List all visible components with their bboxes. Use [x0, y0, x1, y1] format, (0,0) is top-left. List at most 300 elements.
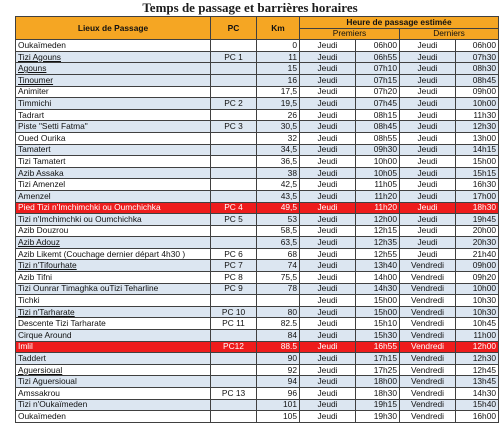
cell-jour-derniers-text: Jeudi — [417, 97, 438, 108]
cell-km — [257, 376, 300, 388]
cell-heure-premiers — [356, 399, 400, 411]
cell-jour-premiers-text: Jeudi — [317, 144, 338, 155]
cell-jour-premiers-text: Jeudi — [317, 410, 338, 421]
cell-lieu — [16, 248, 211, 260]
cell-km — [257, 121, 300, 133]
cell-pc — [211, 40, 257, 52]
cell-jour-derniers-text: Jeudi — [417, 132, 438, 143]
cell-heure-premiers — [356, 341, 400, 353]
cell-km — [257, 74, 300, 86]
cell-jour-premiers-text: Jeudi — [317, 74, 338, 85]
cell-heure-derniers-text: 16h30 — [472, 179, 497, 190]
cell-km-text: 78 — [287, 283, 297, 294]
cell-heure-derniers-text: 13h00 — [472, 132, 497, 143]
cell-jour-derniers — [400, 283, 456, 295]
cell-heure-premiers — [356, 283, 400, 295]
cell-jour-derniers — [400, 156, 456, 168]
cell-jour-derniers — [400, 341, 456, 353]
cell-lieu — [16, 376, 211, 388]
cell-jour-premiers-text: Jeudi — [317, 353, 338, 364]
cell-jour-premiers — [300, 237, 356, 249]
cell-jour-premiers — [300, 283, 356, 295]
cell-km — [257, 341, 300, 353]
cell-km — [257, 179, 300, 191]
cell-heure-derniers — [456, 179, 499, 191]
cell-jour-derniers — [400, 214, 456, 226]
cell-heure-premiers — [356, 225, 400, 237]
cell-km — [257, 109, 300, 121]
cell-km-text: 58,5 — [280, 225, 297, 236]
cell-heure-premiers-text: 19h30 — [373, 410, 397, 421]
cell-heure-derniers — [456, 260, 499, 272]
cell-pc-text: PC 3 — [224, 121, 243, 132]
cell-km-text: 82.5 — [280, 318, 297, 329]
cell-heure-premiers — [356, 364, 400, 376]
cell-heure-derniers — [456, 156, 499, 168]
cell-jour-derniers — [400, 98, 456, 110]
cell-jour-premiers-text: Jeudi — [317, 248, 338, 259]
cell-km-text: 17,5 — [280, 86, 297, 97]
cell-heure-derniers-text: 20h00 — [472, 225, 497, 236]
cell-jour-derniers — [400, 330, 456, 342]
cell-heure-premiers-text: 12h35 — [373, 237, 397, 248]
cell-jour-premiers-text: Jeudi — [317, 51, 338, 62]
cell-heure-premiers-text: 15h00 — [373, 295, 397, 306]
cell-km-text: 80 — [287, 306, 297, 317]
cell-heure-premiers — [356, 132, 400, 144]
cell-heure-premiers-text: 15h00 — [373, 306, 397, 317]
cell-heure-premiers — [356, 237, 400, 249]
cell-jour-derniers-text: Vendredi — [410, 318, 445, 329]
cell-jour-derniers — [400, 40, 456, 52]
cell-jour-premiers — [300, 353, 356, 365]
cell-lieu-text: Azib Douzrou — [18, 225, 69, 236]
cell-lieu — [16, 306, 211, 318]
cell-jour-premiers — [300, 109, 356, 121]
cell-pc — [211, 121, 257, 133]
cell-lieu-text: Azib Likemt (Couchage dernier départ 4h30 ) — [18, 248, 186, 259]
cell-jour-premiers — [300, 202, 356, 214]
cell-pc — [211, 98, 257, 110]
cell-jour-premiers-text: Jeudi — [317, 109, 338, 120]
cell-jour-derniers-text: Vendredi — [410, 353, 445, 364]
cell-jour-premiers-text: Jeudi — [317, 271, 338, 282]
cell-lieu — [16, 179, 211, 191]
cell-km-text: 15 — [287, 63, 297, 74]
cell-pc — [211, 237, 257, 249]
cell-heure-premiers-text: 17h25 — [373, 364, 397, 375]
cell-jour-premiers-text: Jeudi — [317, 155, 338, 166]
cell-lieu-text: Tizi Amenzel — [18, 179, 66, 190]
cell-km-text: 84 — [287, 329, 297, 340]
cell-km — [257, 63, 300, 75]
cell-heure-derniers — [456, 399, 499, 411]
cell-heure-premiers — [356, 144, 400, 156]
cell-pc — [211, 86, 257, 98]
cell-heure-derniers-text: 13h45 — [472, 376, 497, 387]
cell-heure-derniers-text: 08h30 — [472, 63, 497, 74]
cell-jour-premiers-text: Jeudi — [317, 202, 338, 213]
cell-jour-derniers — [400, 74, 456, 86]
cell-lieu-text: Imlil — [18, 341, 33, 352]
cell-km-text: 38 — [287, 167, 297, 178]
cell-jour-derniers — [400, 376, 456, 388]
cell-lieu-text: Tinoumer — [18, 74, 54, 85]
cell-km — [257, 330, 300, 342]
cell-lieu — [16, 121, 211, 133]
cell-jour-premiers — [300, 167, 356, 179]
cell-pc — [211, 341, 257, 353]
table-row — [16, 237, 499, 249]
cell-km-text: 49,5 — [280, 202, 297, 213]
cell-km-text: 101 — [283, 399, 297, 410]
cell-lieu — [16, 109, 211, 121]
cell-jour-premiers-text: Jeudi — [317, 237, 338, 248]
cell-heure-premiers-text: 11h05 — [374, 179, 397, 190]
cell-jour-premiers — [300, 272, 356, 284]
cell-pc — [211, 330, 257, 342]
cell-jour-premiers-text: Jeudi — [317, 190, 338, 201]
cell-jour-premiers-text: Jeudi — [317, 225, 338, 236]
cell-heure-premiers-text: 07h15 — [373, 74, 397, 85]
cell-heure-derniers-text: 10h30 — [472, 295, 497, 306]
cell-heure-derniers-text: 10h00 — [472, 283, 497, 294]
cell-heure-premiers-text: 14h30 — [373, 283, 397, 294]
cell-heure-derniers — [456, 237, 499, 249]
cell-km — [257, 318, 300, 330]
cell-jour-derniers-text: Jeudi — [417, 63, 438, 74]
cell-jour-premiers — [300, 179, 356, 191]
cell-heure-derniers-text: 10h45 — [472, 318, 497, 329]
table-row — [16, 121, 499, 133]
cell-lieu-text: Tamatert — [18, 144, 51, 155]
cell-jour-derniers-text: Jeudi — [417, 225, 438, 236]
cell-heure-derniers-text: 12h30 — [472, 121, 497, 132]
table-row — [16, 144, 499, 156]
cell-lieu — [16, 341, 211, 353]
cell-jour-premiers — [300, 364, 356, 376]
cell-km — [257, 225, 300, 237]
cell-heure-premiers — [356, 121, 400, 133]
table-row — [16, 248, 499, 260]
cell-pc — [211, 260, 257, 272]
cell-jour-premiers — [300, 144, 356, 156]
cell-heure-premiers-text: 11h20 — [374, 190, 397, 201]
cell-heure-derniers — [456, 190, 499, 202]
cell-km-text: 96 — [287, 387, 297, 398]
cell-jour-derniers-text: Vendredi — [410, 329, 445, 340]
cell-km — [257, 399, 300, 411]
cell-km-text: 53 — [287, 213, 297, 224]
cell-heure-derniers — [456, 121, 499, 133]
cell-heure-derniers — [456, 51, 499, 63]
cell-km-text: 68 — [287, 248, 297, 259]
cell-heure-derniers — [456, 330, 499, 342]
cell-lieu-text: Oued Ourika — [18, 132, 66, 143]
cell-jour-derniers — [400, 318, 456, 330]
cell-heure-premiers — [356, 156, 400, 168]
cell-jour-derniers-text: Vendredi — [410, 271, 445, 282]
cell-jour-derniers-text: Vendredi — [410, 364, 445, 375]
table-row — [16, 167, 499, 179]
cell-heure-premiers — [356, 376, 400, 388]
table-row — [16, 364, 499, 376]
cell-heure-premiers-text: 15h10 — [373, 318, 397, 329]
cell-km — [257, 132, 300, 144]
cell-jour-premiers — [300, 214, 356, 226]
cell-km — [257, 86, 300, 98]
table-row — [16, 109, 499, 121]
cell-km — [257, 353, 300, 365]
cell-jour-derniers — [400, 237, 456, 249]
cell-km-text: 19,5 — [280, 97, 297, 108]
cell-heure-premiers — [356, 109, 400, 121]
cell-heure-derniers-text: 09h20 — [472, 271, 497, 282]
cell-km — [257, 156, 300, 168]
header-premiers: Premiers — [300, 28, 400, 40]
cell-jour-derniers-text: Vendredi — [410, 376, 445, 387]
cell-lieu-text: Tizi Agouns — [18, 51, 61, 62]
cell-pc-text: PC 10 — [221, 306, 246, 317]
cell-jour-derniers — [400, 225, 456, 237]
cell-heure-premiers-text: 12h55 — [373, 248, 397, 259]
cell-pc — [211, 74, 257, 86]
table-row — [16, 318, 499, 330]
cell-km-text: 11 — [288, 51, 297, 62]
table-row — [16, 86, 499, 98]
cell-heure-premiers-text: 07h10 — [373, 63, 397, 74]
cell-lieu — [16, 167, 211, 179]
cell-pc — [211, 63, 257, 75]
cell-pc — [211, 51, 257, 63]
cell-lieu — [16, 51, 211, 63]
cell-jour-derniers-text: Jeudi — [417, 39, 438, 50]
cell-lieu — [16, 144, 211, 156]
table-body — [16, 40, 499, 423]
cell-jour-derniers — [400, 190, 456, 202]
cell-pc-text: PC 4 — [224, 202, 243, 213]
cell-lieu-text: Descente Tizi Tarharate — [18, 318, 106, 329]
cell-heure-derniers-text: 15h15 — [472, 167, 497, 178]
cell-pc-text: PC 13 — [221, 387, 246, 398]
cell-heure-derniers — [456, 306, 499, 318]
cell-heure-premiers — [356, 248, 400, 260]
cell-heure-derniers-text: 12h00 — [472, 341, 497, 352]
cell-km-text: 32 — [287, 132, 297, 143]
cell-lieu — [16, 295, 211, 307]
cell-km — [257, 40, 300, 52]
cell-pc — [211, 144, 257, 156]
cell-heure-derniers-text: 06h00 — [472, 39, 497, 50]
cell-km — [257, 260, 300, 272]
header-heure: Heure de passage estimée — [300, 17, 499, 29]
cell-pc — [211, 248, 257, 260]
cell-pc — [211, 272, 257, 284]
cell-jour-derniers-text: Vendredi — [410, 410, 445, 421]
cell-jour-premiers-text: Jeudi — [317, 86, 338, 97]
cell-heure-premiers-text: 08h15 — [373, 109, 397, 120]
cell-jour-premiers — [300, 306, 356, 318]
cell-heure-derniers — [456, 202, 499, 214]
cell-lieu — [16, 86, 211, 98]
cell-jour-derniers — [400, 179, 456, 191]
cell-heure-premiers-text: 07h20 — [373, 86, 397, 97]
cell-lieu — [16, 132, 211, 144]
cell-lieu — [16, 272, 211, 284]
table-row — [16, 260, 499, 272]
cell-km — [257, 202, 300, 214]
cell-jour-premiers — [300, 132, 356, 144]
cell-km-text: 43,5 — [280, 190, 297, 201]
table-row — [16, 330, 499, 342]
cell-heure-derniers-text: 20h30 — [472, 237, 497, 248]
cell-heure-derniers — [456, 132, 499, 144]
cell-heure-premiers-text: 19h15 — [373, 399, 397, 410]
cell-heure-derniers-text: 10h30 — [472, 306, 497, 317]
cell-jour-premiers — [300, 248, 356, 260]
cell-jour-derniers-text: Jeudi — [417, 74, 438, 85]
table-row — [16, 388, 499, 400]
cell-heure-derniers — [456, 248, 499, 260]
cell-jour-premiers — [300, 51, 356, 63]
table-row — [16, 156, 499, 168]
cell-lieu — [16, 364, 211, 376]
cell-heure-premiers — [356, 388, 400, 400]
table-row — [16, 40, 499, 52]
cell-heure-premiers — [356, 190, 400, 202]
cell-km-text: 42,5 — [280, 179, 297, 190]
cell-jour-derniers-text: Vendredi — [410, 387, 445, 398]
header-derniers: Derniers — [400, 28, 499, 40]
cell-heure-derniers-text: 14h15 — [472, 144, 497, 155]
cell-pc — [211, 283, 257, 295]
cell-jour-premiers-text: Jeudi — [317, 364, 338, 375]
cell-pc-text: PC 2 — [224, 97, 243, 108]
cell-lieu — [16, 190, 211, 202]
cell-km — [257, 306, 300, 318]
cell-km — [257, 388, 300, 400]
cell-heure-premiers — [356, 51, 400, 63]
cell-km-text: 30,5 — [280, 121, 297, 132]
cell-jour-derniers — [400, 272, 456, 284]
cell-jour-derniers — [400, 248, 456, 260]
cell-jour-derniers-text: Jeudi — [417, 167, 438, 178]
cell-heure-premiers-text: 10h05 — [373, 167, 397, 178]
cell-lieu-text: Agouns — [18, 63, 47, 74]
cell-heure-derniers-text: 07h30 — [472, 51, 497, 62]
cell-heure-premiers — [356, 353, 400, 365]
cell-heure-derniers — [456, 272, 499, 284]
table-row — [16, 376, 499, 388]
cell-heure-premiers-text: 14h00 — [373, 271, 397, 282]
cell-jour-derniers-text: Vendredi — [410, 283, 445, 294]
cell-lieu-text: Tadrart — [18, 109, 45, 120]
cell-lieu — [16, 388, 211, 400]
table-row — [16, 353, 499, 365]
cell-heure-derniers-text: 12h30 — [472, 353, 497, 364]
table-row — [16, 51, 499, 63]
cell-km-text: 63,5 — [280, 237, 297, 248]
cell-heure-derniers — [456, 40, 499, 52]
cell-heure-premiers-text: 09h30 — [373, 144, 397, 155]
cell-jour-derniers-text: Vendredi — [410, 399, 445, 410]
cell-jour-derniers — [400, 388, 456, 400]
cell-jour-premiers — [300, 260, 356, 272]
cell-jour-derniers-text: Jeudi — [417, 155, 438, 166]
cell-lieu — [16, 156, 211, 168]
cell-jour-derniers-text: Jeudi — [417, 213, 438, 224]
cell-jour-premiers-text: Jeudi — [317, 306, 338, 317]
table-row — [16, 63, 499, 75]
cell-km — [257, 214, 300, 226]
cell-km — [257, 237, 300, 249]
cell-jour-premiers-text: Jeudi — [317, 132, 338, 143]
table-row — [16, 98, 499, 110]
cell-jour-derniers-text: Jeudi — [417, 109, 438, 120]
cell-jour-derniers — [400, 144, 456, 156]
cell-heure-premiers — [356, 272, 400, 284]
cell-pc — [211, 179, 257, 191]
cell-pc — [211, 318, 257, 330]
cell-km — [257, 190, 300, 202]
cell-pc — [211, 156, 257, 168]
table-row — [16, 399, 499, 411]
cell-pc — [211, 167, 257, 179]
cell-heure-derniers-text: 10h00 — [472, 97, 497, 108]
cell-lieu-text: Aguersioual — [18, 364, 63, 375]
table-row — [16, 202, 499, 214]
cell-jour-derniers — [400, 295, 456, 307]
cell-jour-premiers-text: Jeudi — [317, 97, 338, 108]
cell-jour-derniers-text: Jeudi — [417, 237, 438, 248]
cell-heure-derniers-text: 16h00 — [472, 410, 497, 421]
table-row — [16, 272, 499, 284]
cell-heure-derniers-text: 08h45 — [472, 74, 497, 85]
cell-lieu — [16, 74, 211, 86]
cell-km-text: 75,5 — [280, 271, 297, 282]
cell-pc — [211, 376, 257, 388]
cell-heure-premiers — [356, 202, 400, 214]
cell-heure-derniers — [456, 283, 499, 295]
cell-jour-premiers-text: Jeudi — [317, 39, 338, 50]
cell-lieu-text: Cirque Around — [18, 329, 72, 340]
cell-jour-premiers-text: Jeudi — [317, 341, 338, 352]
cell-lieu — [16, 353, 211, 365]
cell-lieu-text: Tizi n'Oukaïmeden — [18, 399, 88, 410]
cell-jour-derniers-text: Vendredi — [410, 295, 445, 306]
cell-pc — [211, 214, 257, 226]
header-row — [16, 17, 499, 29]
cell-heure-premiers-text: 08h55 — [373, 132, 397, 143]
cell-lieu-text: Tizi Aguersioual — [18, 376, 77, 387]
cell-heure-derniers-text: 19h45 — [472, 213, 497, 224]
cell-heure-derniers — [456, 74, 499, 86]
cell-lieu-text: Tizi Ounrar Timaghka ouTizi Teharline — [18, 283, 159, 294]
table-row — [16, 225, 499, 237]
cell-jour-premiers — [300, 330, 356, 342]
cell-heure-derniers-text: 21h40 — [472, 248, 497, 259]
cell-km — [257, 98, 300, 110]
cell-jour-derniers — [400, 132, 456, 144]
table-row — [16, 283, 499, 295]
cell-jour-premiers-text: Jeudi — [317, 399, 338, 410]
cell-heure-derniers — [456, 295, 499, 307]
cell-heure-premiers-text: 15h30 — [373, 329, 397, 340]
cell-heure-derniers — [456, 98, 499, 110]
cell-lieu-text: Tizi Tamatert — [18, 155, 66, 166]
cell-pc-text: PC12 — [223, 341, 244, 352]
cell-heure-premiers — [356, 40, 400, 52]
